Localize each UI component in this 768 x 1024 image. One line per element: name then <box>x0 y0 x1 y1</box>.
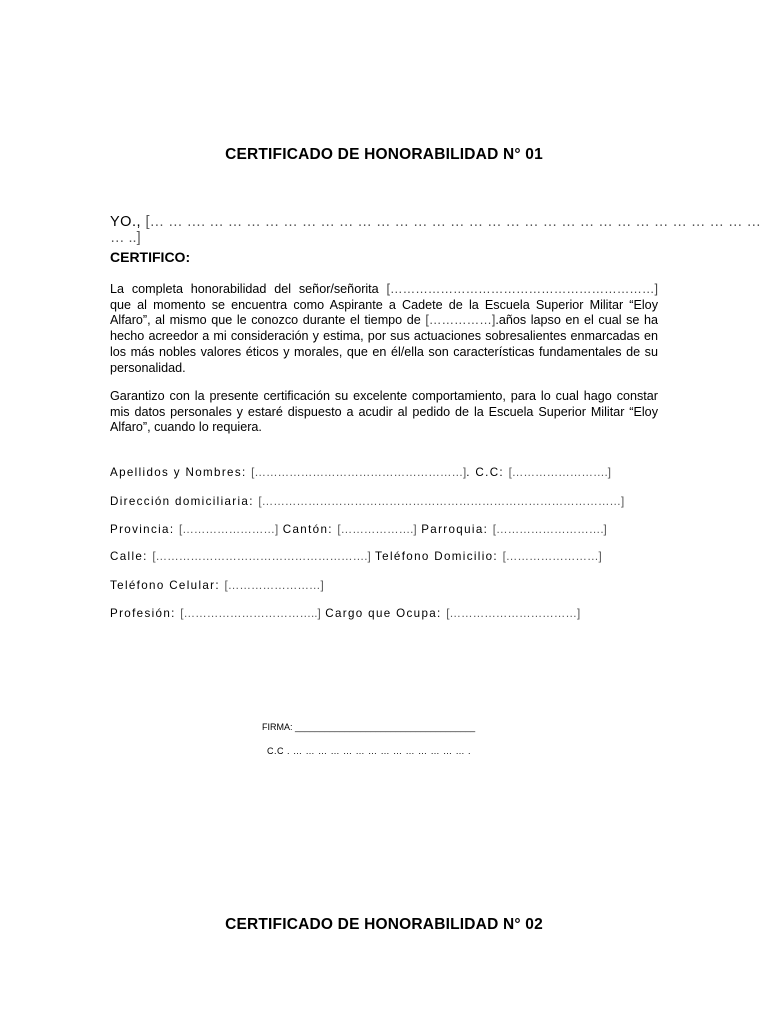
certification-paragraph <box>110 282 658 376</box>
celular-blank: [……………………] <box>224 579 324 592</box>
calle-blank: [……………………………………………….] <box>152 550 371 563</box>
certifico-heading: CERTIFICO: <box>110 249 191 265</box>
signature-line: FIRMA: ____________________________________ <box>262 722 476 732</box>
para1-text-c: .años lapso en el cual se ha hecho acreedor a mi consideración y estima, por sus actuaciones sobresalientes enmarcadas en los más nobles valores éticos y morales, que en él/ella son características fundamentales de su personalidad. <box>110 313 658 375</box>
cc-label: . C.C: <box>466 466 509 479</box>
yo-line <box>110 214 768 246</box>
field-row-celular <box>110 579 670 592</box>
para1-years-blank: [……………] <box>425 313 496 328</box>
direccion-label: Dirección domiciliaria: <box>110 495 259 508</box>
field-row-provincia <box>110 523 670 536</box>
apellidos-label: Apellidos y Nombres: <box>110 466 252 479</box>
parroquia-blank: [……………………….] <box>492 523 607 536</box>
cc-blank: […………………….] <box>508 466 611 479</box>
field-row-direccion <box>110 495 670 508</box>
certificate-title-02: CERTIFICADO DE HONORABILIDAD N° 02 <box>225 916 543 933</box>
apellidos-blank: [………………………………………………] <box>251 466 467 479</box>
para1-text-a: La completa honorabilidad del señor/señorita <box>110 282 387 296</box>
parroquia-label: Parroquia: <box>416 523 493 536</box>
signature-id-line: C.C . … … … … … … … … … … … … … … . <box>267 746 472 756</box>
provincia-blank: [……………………] <box>178 523 279 536</box>
field-row-profesion <box>110 607 670 620</box>
canton-blank: [……………….] <box>337 523 417 536</box>
para1-name-blank: [………………………………………………………] <box>386 282 658 296</box>
field-row-calle <box>110 550 670 563</box>
field-row-apellidos <box>110 466 670 479</box>
yo-blank: [… … …. … … … … … … … … … … … … … … … … … … … … … … … … … … … … … … … ..] <box>110 214 762 246</box>
telefono-domicilio-label: Teléfono Domicilio: <box>370 550 503 563</box>
guarantee-paragraph: Garantizo con la presente certificación su excelente comportamiento, para lo cual hago constar mis datos personales y estaré dispuesto a acudir al pedido de la Escuela Superior Militar “Eloy Alfaro”, cuando lo requiera. <box>110 389 658 435</box>
cargo-blank: [……………………………] <box>446 607 581 620</box>
profesion-blank: [……………………………..] <box>180 607 321 620</box>
cargo-label: Cargo que Ocupa: <box>320 607 447 620</box>
canton-label: Cantón: <box>278 523 338 536</box>
calle-label: Calle: <box>110 550 153 563</box>
direccion-blank: […………………………………………………………………………………] <box>258 495 625 508</box>
certificate-title-01: CERTIFICADO DE HONORABILIDAD N° 01 <box>225 146 543 163</box>
para1-text-b: que al momento se encuentra como Aspirante a Cadete de la Escuela Superior Militar “Eloy Alfaro”, al mismo que le conozco durante el tiempo de <box>110 297 658 328</box>
provincia-label: Provincia: <box>110 523 179 536</box>
celular-label: Teléfono Celular: <box>110 579 225 592</box>
telefono-domicilio-blank: [……………………] <box>502 550 602 563</box>
profesion-label: Profesión: <box>110 607 181 620</box>
yo-label: YO., <box>110 214 142 230</box>
